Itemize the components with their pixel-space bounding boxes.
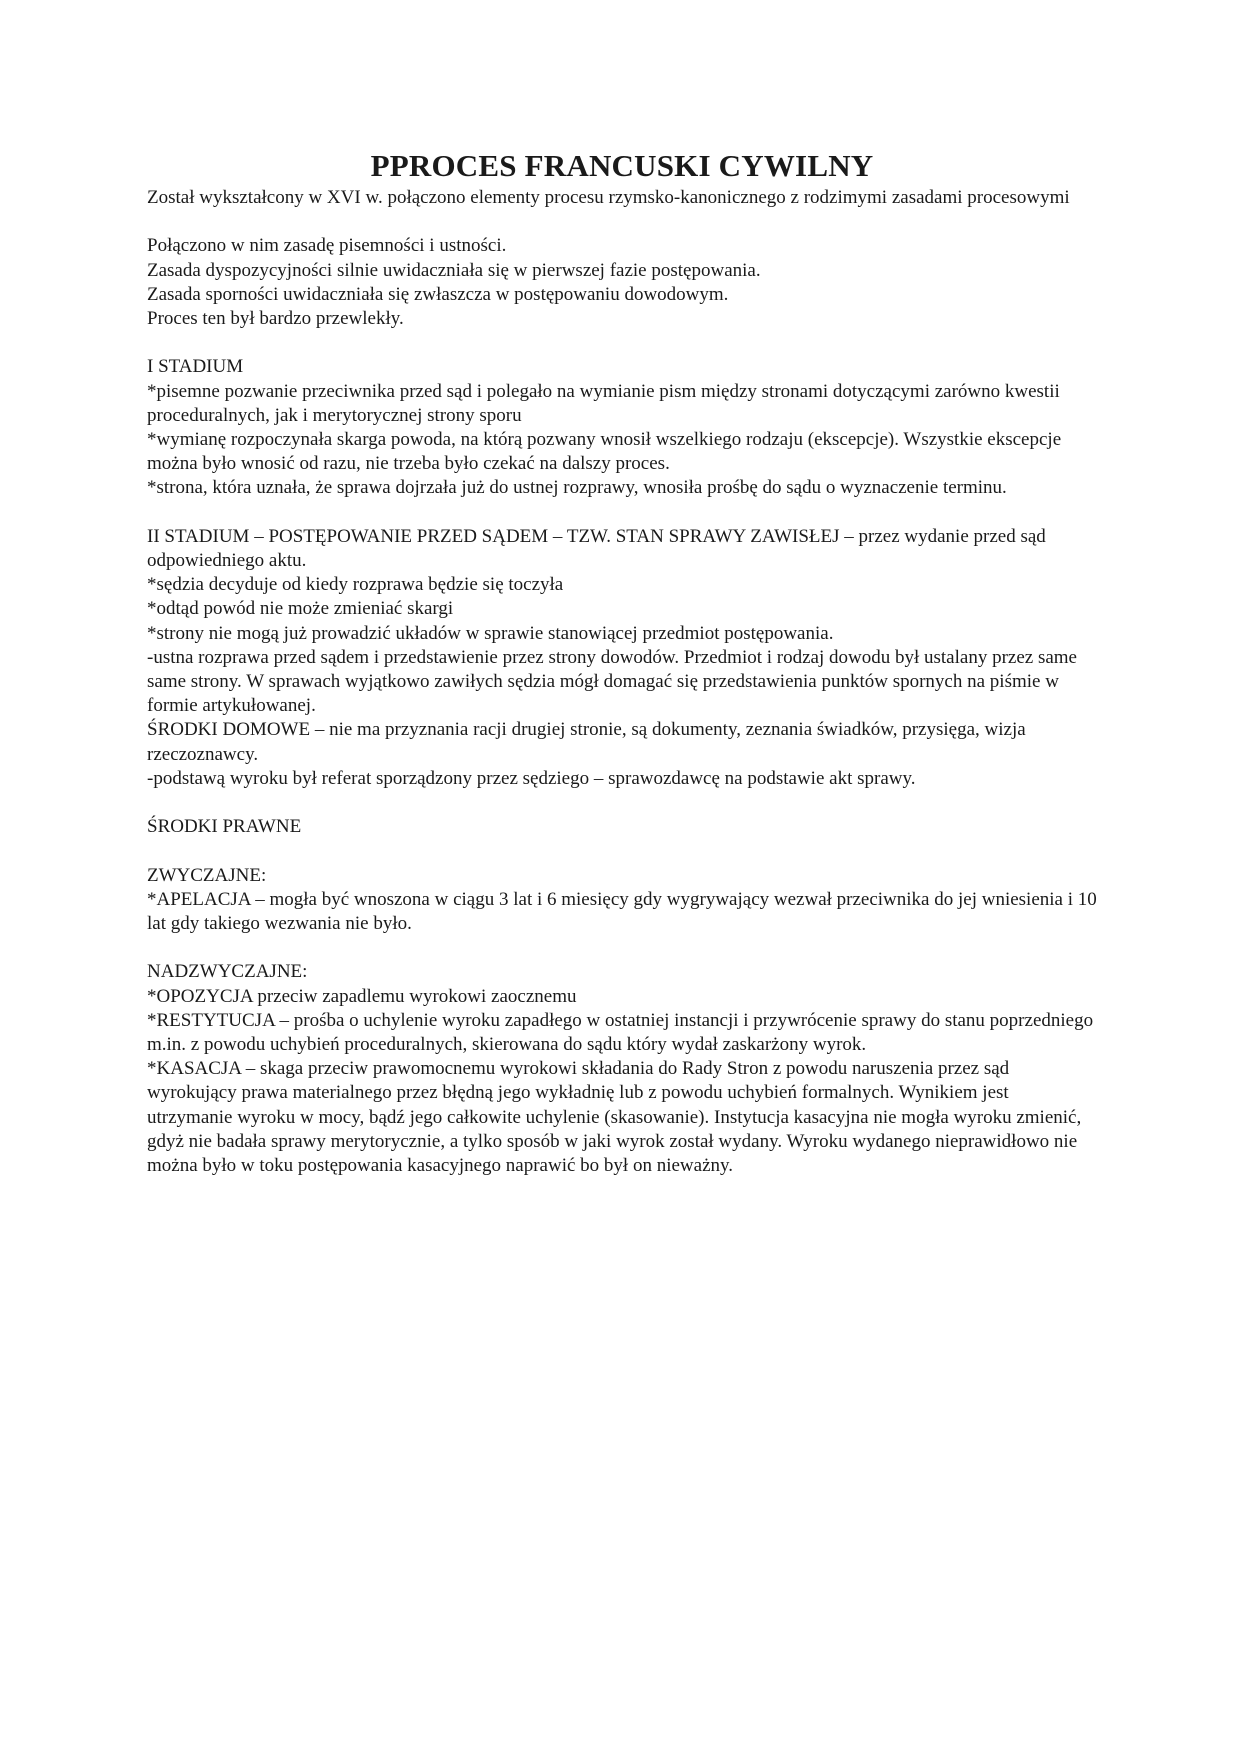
principle-line: Połączono w nim zasadę pisemności i ustności. [147, 235, 507, 257]
principle-line: Zasada dyspozycyjności silnie uwidaczniała się w pierwszej fazie postępowania. [147, 259, 761, 281]
principle-line: Zasada sporności uwidaczniała się zwłaszcza w postępowaniu dowodowym. [147, 283, 729, 305]
stage2-item: *sędzia decyduje od kiedy rozprawa będzie się toczyła [147, 574, 564, 596]
extraordinary-remedy-item: *OPOZYCJA przeciw zapadlemu wyrokowi zaocznemu [147, 985, 577, 1007]
stage1-item: *pisemne pozwanie przeciwnika przed sąd i polegało na wymianie pism między stronami dotyczącymi zarówno kwestii proceduralnych, jak i merytorycznej strony sporu [147, 380, 1060, 426]
stage2-item: *strony nie mogą już prowadzić układów w sprawie stanowiącej przedmiot postępowania. [147, 622, 834, 644]
principle-line: Proces ten był bardzo przewlekły. [147, 308, 404, 329]
extraordinary-remedies-heading: NADZWYCZAJNE: [147, 961, 308, 983]
stage2-item: -ustna rozprawa przed sądem i przedstawienie przez strony dowodów. Przedmiot i rodzaj dowodu był ustalany przez same same strony. W sprawach wyjątkowo zawiłych sędzia mógł domagać się przedstawienia punktów spornych na piśmie w formie artykułowanej. [147, 646, 1077, 717]
intro-paragraph: Został wykształcony w XVI w. połączono elementy procesu rzymsko-kanonicznego z rodzimymi zasadami procesowymi [147, 187, 1070, 208]
spacer [147, 936, 1097, 960]
stage2-heading: II STADIUM – POSTĘPOWANIE PRZED SĄDEM – TZW. STAN SPRAWY ZAWISŁEJ – przez wydanie przed sąd odpowiedniego aktu. [147, 525, 1046, 571]
stage2-item: -podstawą wyroku był referat sporządzony przez sędziego – sprawozdawcę na podstawie akt sprawy. [147, 767, 916, 789]
stage1-heading: I STADIUM [147, 356, 244, 378]
extraordinary-remedy-item: *RESTYTUCJA – prośba o uchylenie wyroku zapadłego w ostatniej instancji i przywrócenie sprawy do stanu poprzedniego m.in. z powodu uchybień proceduralnych, skierowana do sądu który wydał zaskarżony wyrok. [147, 1009, 1094, 1056]
stage1-item: *strona, która uznała, że sprawa dojrzała już do ustnej rozprawy, wnosiła prośbę do sądu o wyznaczenie terminu. [147, 477, 1007, 499]
document-body [147, 148, 1097, 1178]
spacer [147, 331, 1097, 355]
spacer [147, 501, 1097, 525]
spacer [147, 839, 1097, 863]
ordinary-remedies-heading: ZWYCZAJNE: [147, 864, 267, 886]
ordinary-remedy-item: *APELACJA – mogła być wnoszona w ciągu 3 lat i 6 miesięcy gdy wygrywający wezwał przeciwnika do jej wniesienia i 10 lat gdy takiego wezwania nie było. [147, 888, 1097, 935]
stage2-item: ŚRODKI DOMOWE – nie ma przyznania racji drugiej stronie, są dokumenty, zeznania świadków, przysięga, wizja rzeczoznawcy. [147, 719, 1026, 765]
stage1-item: *wymianę rozpoczynała skarga powoda, na którą pozwany wnosił wszelkiego rodzaju (ekscepcje). Wszystkie ekscepcje można było wnosić od razu, nie trzeba było czekać na dalszy proces. [147, 429, 1062, 475]
extraordinary-remedy-item: *KASACJA – skaga przeciw prawomocnemu wyrokowi składania do Rady Stron z powodu naruszenia przez sąd wyrokujący prawa materialnego przez błędną jego wykładnię lub z powodu uchybień formalnych. Wynikiem jest utrzymanie wyroku w mocy, bądź jego całkowite uchylenie (skasowanie). Instytucja kasacyjna nie mogła wyroku zmienić, gdyż nie badała sprawy merytorycznie, a tylko sposób w jaki wyrok został wydany. Wyroku wydanego nieprawidłowo nie można było w toku postępowania kasacyjnego naprawić bo był on nieważny. [147, 1058, 1082, 1177]
stage2-item: *odtąd powód nie może zmieniać skargi [147, 598, 454, 620]
document-title: PPROCES FRANCUSKI CYWILNY [370, 148, 874, 183]
legal-remedies-heading: ŚRODKI PRAWNE [147, 816, 302, 838]
spacer [147, 791, 1097, 815]
spacer [147, 210, 1097, 234]
